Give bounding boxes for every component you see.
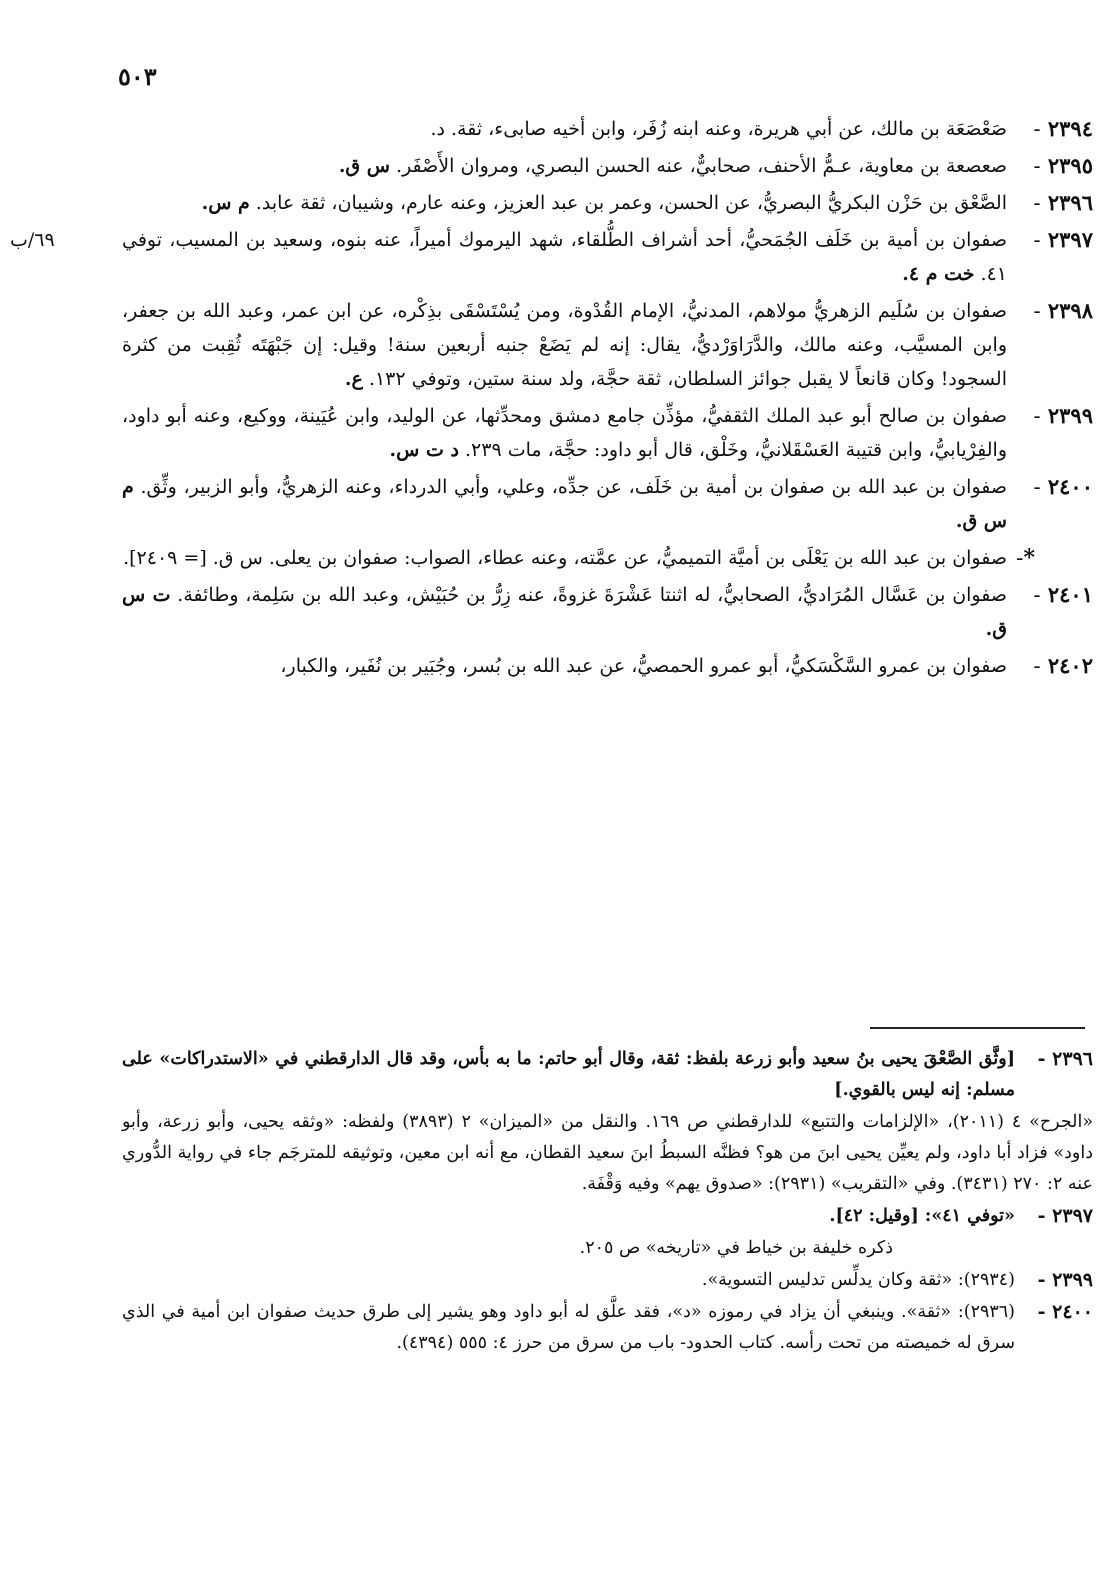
footnote-number: ٢٣٩٦ - — [1037, 1048, 1093, 1070]
book-codes: م س ق. — [122, 476, 1007, 532]
entry-text: صفوان بن عبد الله بن يَعْلَى بن أميَّة التميميُّ، عن عمَّته، وعنه عطاء، الصواب: صفوان بن يعلى. س ق. [= ٢٤٠٩]. — [123, 547, 1007, 569]
entry-number: ٢٣٩٦ - — [1033, 190, 1093, 215]
footnote-2399 — [122, 1265, 1093, 1296]
book-codes: د ت س. — [389, 439, 459, 461]
book-codes: خت م ٤. — [902, 263, 975, 285]
entry-text: صَعْصَعَة بن مالك، عن أبي هريرة، وعنه ابنه زُفَر، وابن أخيه صابىء، ثقة. د. — [430, 118, 1007, 140]
entry-text: صفوان بن عمرو السَّكْسَكيُّ، أبو عمرو الحمصيُّ، عن عبد الله بن بُسر، وجُبَير بن نُفَير، والكبار، — [280, 655, 1007, 677]
book-codes: ع. — [344, 368, 363, 390]
entry-2397 — [10, 223, 1093, 291]
main-text — [10, 112, 1093, 686]
footnote-divider — [870, 1027, 1085, 1029]
page-number: ٥٠٣ — [118, 62, 157, 91]
footnote-addition: «توفي ٤١»: [وقيل: ٤٢]. — [829, 1206, 1015, 1226]
footnotes — [122, 1044, 1093, 1360]
footnote-2397 — [122, 1201, 1093, 1232]
entry-text: صفوان بن سُلَيم الزهريُّ مولاهم، المدنيُّ، الإمام القُدْوة، ومن يُسْتَسْقَى بذِكْره، عن ابن عمر، وعبد الله بن جعفر، وابن المسيَّب، وعنه مالك، والدَّرَاوَرْديُّ، يقال: إنه لم يَضَعْ جنبه أربعين سنة! وقيل: إن جَبْهَتَه ثُقِبت من كثرة السجود! وكان قانعاً لا يقبل جوائز السلطان، ثقة حجَّة، ولد سنة ستين، وتوفي ١٣٢. — [122, 300, 1007, 390]
entry-number: ٢٤٠١ - — [1033, 582, 1093, 607]
entry-2400 — [122, 470, 1093, 538]
footnote-2400 — [122, 1297, 1093, 1359]
entry-number: ٢٤٠٢ - — [1033, 653, 1093, 678]
manuscript-folio-ref: ٦٩/ب — [10, 229, 55, 251]
book-codes: م س. — [201, 192, 250, 214]
entry-number: ٢٤٠٠ - — [1033, 474, 1093, 499]
entry-2396 — [122, 186, 1093, 220]
entry-text: صفوان بن أمية بن خَلَف الجُمَحيُّ، أحد أشراف الطُّلقاء، شهد اليرموك أميراً، عنه بنوه، وسعيد بن المسيب، توفي ٤١. — [122, 229, 1007, 285]
footnote-text: «الجرح» ٤ (٢٠١١)، «الإلزامات والتتبع» للدارقطني ص ١٦٩. والنقل من «الميزان» ٢ (٣٨٩٣) ولفظه: «وثقه يحيى، وأبو زرعة، وأبو داود» فزاد أبا داود، ولم يعيِّن يحيى ابنَ من هو؟ فظنَّه السبطُ ابنَ سعيد القطان، مع أنه ابن معين، وتوثيقه للمترجَم جاء في رواية الدُّوري عنه ٢: ٢٧٠ (٣٤٣١). وفي «التقريب» (٢٩٣١): «صدوق يهم» وفيه وَقْفَة. — [122, 1112, 1094, 1194]
asterisk-marker: *- — [1016, 545, 1035, 571]
entry-text: الصَّعْق بن حَزْن البكريُّ البصريُّ، عن الحسن، وعمر بن عبد العزيز، وعنه عارم، وشيبان، ثقة عابد. — [255, 192, 1007, 214]
entry-text: صعصعة بن معاوية، عـمُّ الأحنف، صحابيٌّ، عنه الحسن البصري، ومروان الأَصْفَر. — [396, 155, 1007, 177]
entry-cross-reference — [122, 541, 1093, 575]
footnote-text: (٢٩٣٦): «ثقة». وينبغي أن يزاد في رموزه «د»، فقد علَّق له أبو داود وهو يشير إلى طرق حديث صفوان ابن أمية في الذي سرق له خميصته من تحت رأسه. كتاب الحدود- باب من سرق من حرز ٤: ٥٥٥ (٤٣٩٤). — [122, 1302, 1015, 1353]
entry-text: صفوان بن عَسَّال المُرَاديُّ، الصحابيُّ، له اثنتا عَشْرَةَ غزوةً، عنه زِرُّ بن حُبَيْش، وعبد الله بن سَلِمة، وطائفة. — [177, 584, 1007, 606]
entry-2401 — [122, 578, 1093, 646]
entry-2394 — [122, 112, 1093, 146]
footnote-text: ذكره خليفة بن خياط في «تاريخه» ص ٢٠٥. — [579, 1238, 893, 1258]
entry-text: صفوان بن عبد الله بن صفوان بن أمية بن خَلَف، عن جدِّه، وعلي، وأبي الدرداء، وعنه الزهريُّ، وأبو الزبير، وثِّق. — [140, 476, 1008, 498]
entry-number: ٢٣٩٨ - — [1033, 298, 1093, 323]
entry-2395 — [122, 149, 1093, 183]
entry-number: ٢٣٩٧ - — [1033, 227, 1093, 252]
footnote-number: ٢٣٩٧ - — [1037, 1205, 1093, 1227]
footnote-text: (٢٩٣٤): «ثقة وكان يدلِّس تدليس التسوية». — [701, 1270, 1015, 1290]
footnote-2396-body — [122, 1107, 1093, 1200]
footnote-number: ٢٣٩٩ - — [1037, 1269, 1093, 1291]
footnote-number: ٢٤٠٠ - — [1037, 1301, 1093, 1323]
entry-number: ٢٣٩٥ - — [1033, 153, 1093, 178]
footnote-2397-body — [122, 1233, 1093, 1264]
book-codes: ت س ق. — [122, 584, 1007, 640]
entry-number: ٢٣٩٩ - — [1033, 403, 1093, 428]
footnote-addition: [وثَّق الصَّعْقَ يحيى بنُ سعيد وأبو زرعة بلفظ: ثقة، وقال أبو حاتم: ما به بأس، وقد قال الدارقطني في «الاستدراكات» على مسلم: إنه ليس بالقوي.] — [122, 1049, 1015, 1100]
entry-text: صفوان بن صالح أبو عبد الملك الثقفيُّ، مؤذِّن جامع دمشق ومحدِّثها، عن الوليد، وابن عُيَينة، ووكيع، وعنه أبو داود، والفِرْيابيُّ، وابن قتيبة العَسْقَلانيُّ، وخَلْق، قال أبو داود: حجَّة، مات ٢٣٩. — [122, 405, 1007, 461]
book-codes: س ق. — [338, 155, 390, 177]
footnote-2396 — [122, 1044, 1093, 1106]
entry-number: ٢٣٩٤ - — [1033, 116, 1093, 141]
entry-2402 — [122, 649, 1093, 683]
entry-2398 — [122, 294, 1093, 396]
entry-2399 — [122, 399, 1093, 467]
